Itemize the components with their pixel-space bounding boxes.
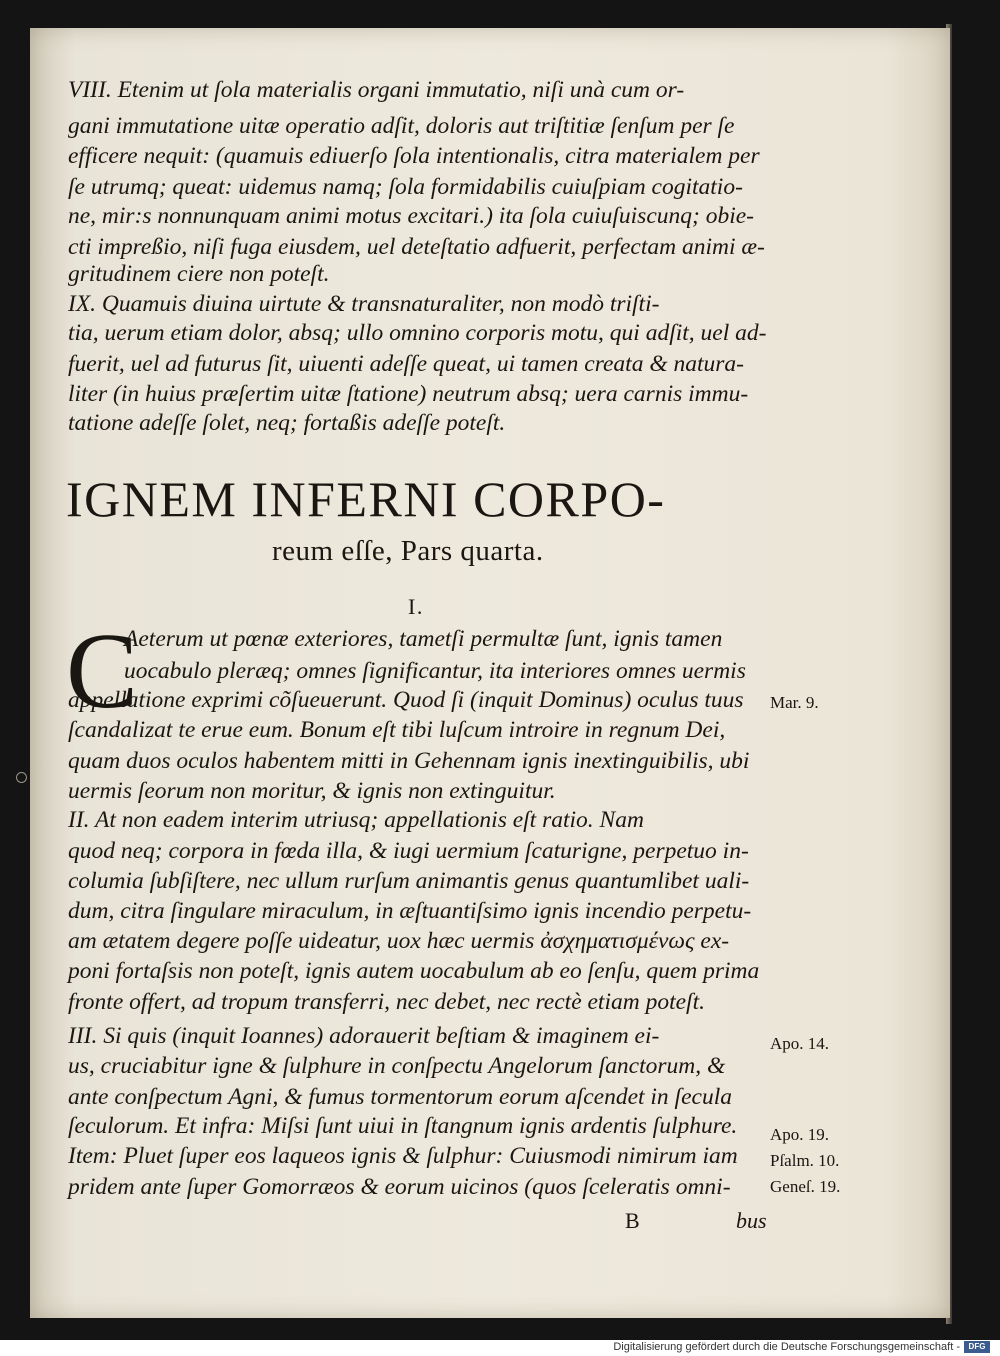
text-line: pridem ante ſuper Gomorræos & eorum uicinos (quos ſceleratis omni- xyxy=(68,1174,731,1200)
marginal-reference: Apo. 14. xyxy=(770,1034,830,1053)
text-line: Item: Pluet ſuper eos laqueos ignis & ſulphur: Cuiusmodi nimirum iam xyxy=(68,1143,738,1169)
text-line: tatione adeſſe ſolet, neq; fortaßis adeſſe poteſt. xyxy=(68,410,506,436)
text-line: III. Si quis (inquit Ioannes) adorauerit beſtiam & imaginem ei- xyxy=(68,1023,660,1049)
text-line: cti impreßio, niſi fuga eiusdem, uel deteſtatio adfuerit, perfectam animi æ- xyxy=(68,234,765,260)
digitization-credit: Digitalisierung gefördert durch die Deutsche Forschungsgemeinschaft - xyxy=(613,1341,960,1353)
text-line: am ætatem degere poſſe uideatur, uox hæc uermis ἀσχηματισμένως ex- xyxy=(68,928,730,954)
text-line: us, cruciabitur igne & ſulphure in conſpectu Angelorum ſanctorum, & xyxy=(68,1053,726,1079)
text-line: gani immutatione uitæ operatio adſit, doloris aut triſtitiæ ſenſum per ſe xyxy=(68,113,735,139)
text-line: fronte offert, ad tropum transferri, nec debet, nec rectè etiam poteſt. xyxy=(68,989,705,1015)
catchword: bus xyxy=(736,1208,767,1233)
text-line: ſe utrumq; queat: uidemus namq; ſola formidabilis cuiuſpiam cogitatio- xyxy=(68,174,743,200)
text-line: ne, mir:s nonnunquam animi motus excitari.) ita ſola cuiuſuiscunq; obie- xyxy=(68,203,754,229)
text-line: gritudinem ciere non poteſt. xyxy=(68,261,330,287)
text-line: ante conſpectum Agni, & fumus tormentorum eorum aſcendet in ſecula xyxy=(68,1084,732,1110)
marginal-reference: Apo. 19. xyxy=(770,1125,830,1144)
text-line: tia, uerum etiam dolor, absq; ullo omnino corporis motu, qui adſit, uel ad- xyxy=(68,320,767,346)
text-line: quod neq; corpora in fœda illa, & iugi uermium ſcaturigne, perpetuo in- xyxy=(68,838,749,864)
text-line: Aeterum ut pœnæ exteriores, tametſi permultæ ſunt, ignis tamen xyxy=(124,626,723,652)
text-line: ſeculorum. Et infra: Miſsi ſunt uiui in ſtangnum ignis ardentis ſulphure. xyxy=(68,1113,738,1139)
text-line: uocabulo pleræq; omnes ſignificantur, ita interiores omnes uermis xyxy=(124,658,746,684)
margin-ring-mark xyxy=(16,772,27,783)
text-line: VIII. Etenim ut ſola materialis organi immutatio, niſi unà cum or- xyxy=(68,77,685,103)
section-number: I. xyxy=(408,594,424,619)
text-line: quam duos oculos habentem mitti in Gehennam ignis inextinguibilis, ubi xyxy=(68,748,750,774)
text-line: columia ſubſiſtere, nec ullum rurſum animantis genus quantumlibet uali- xyxy=(68,868,750,894)
marginal-reference: Geneſ. 19. xyxy=(770,1177,841,1196)
drop-cap: C xyxy=(66,612,139,731)
dfg-logo: DFG xyxy=(964,1341,990,1353)
marginal-reference: Mar. 9. xyxy=(770,693,819,712)
text-line: IX. Quamuis diuina uirtute & transnaturaliter, non modò triſti- xyxy=(68,291,660,317)
text-line: efficere nequit: (quamuis ediuerſo ſola intentionalis, citra materialem per xyxy=(68,143,760,169)
text-line: uermis ſeorum non moritur, & ignis non extinguitur. xyxy=(68,778,556,804)
section-heading-line-2: reum eſſe, Pars quarta. xyxy=(272,535,544,567)
text-line: appellatione exprimi cõſueuerunt. Quod ſi (inquit Dominus) oculus tuus xyxy=(68,687,744,713)
signature-mark: B xyxy=(625,1208,640,1233)
text-line: liter (in huius præſertim uitæ ſtatione) neutrum absq; uera carnis immu- xyxy=(68,381,749,407)
text-line: dum, citra ſingulare miraculum, in æſtuantiſsimo ignis incendio perpetu- xyxy=(68,898,752,924)
text-line: poni fortaſsis non poteſt, ignis autem uocabulum ab eo ſenſu, quem prima xyxy=(68,958,760,984)
text-line: fuerit, uel ad futurus ſit, uiuenti adeſſe queat, ui tamen creata & natura- xyxy=(68,351,744,377)
section-heading-line-1: IGNEM INFERNI CORPO- xyxy=(66,471,666,527)
marginal-reference: Pſalm. 10. xyxy=(770,1151,840,1170)
text-line: ſcandalizat te erue eum. Bonum eſt tibi luſcum introire in regnum Dei, xyxy=(68,717,726,743)
text-line: II. At non eadem interim utriusq; appellationis eſt ratio. Nam xyxy=(68,807,644,833)
